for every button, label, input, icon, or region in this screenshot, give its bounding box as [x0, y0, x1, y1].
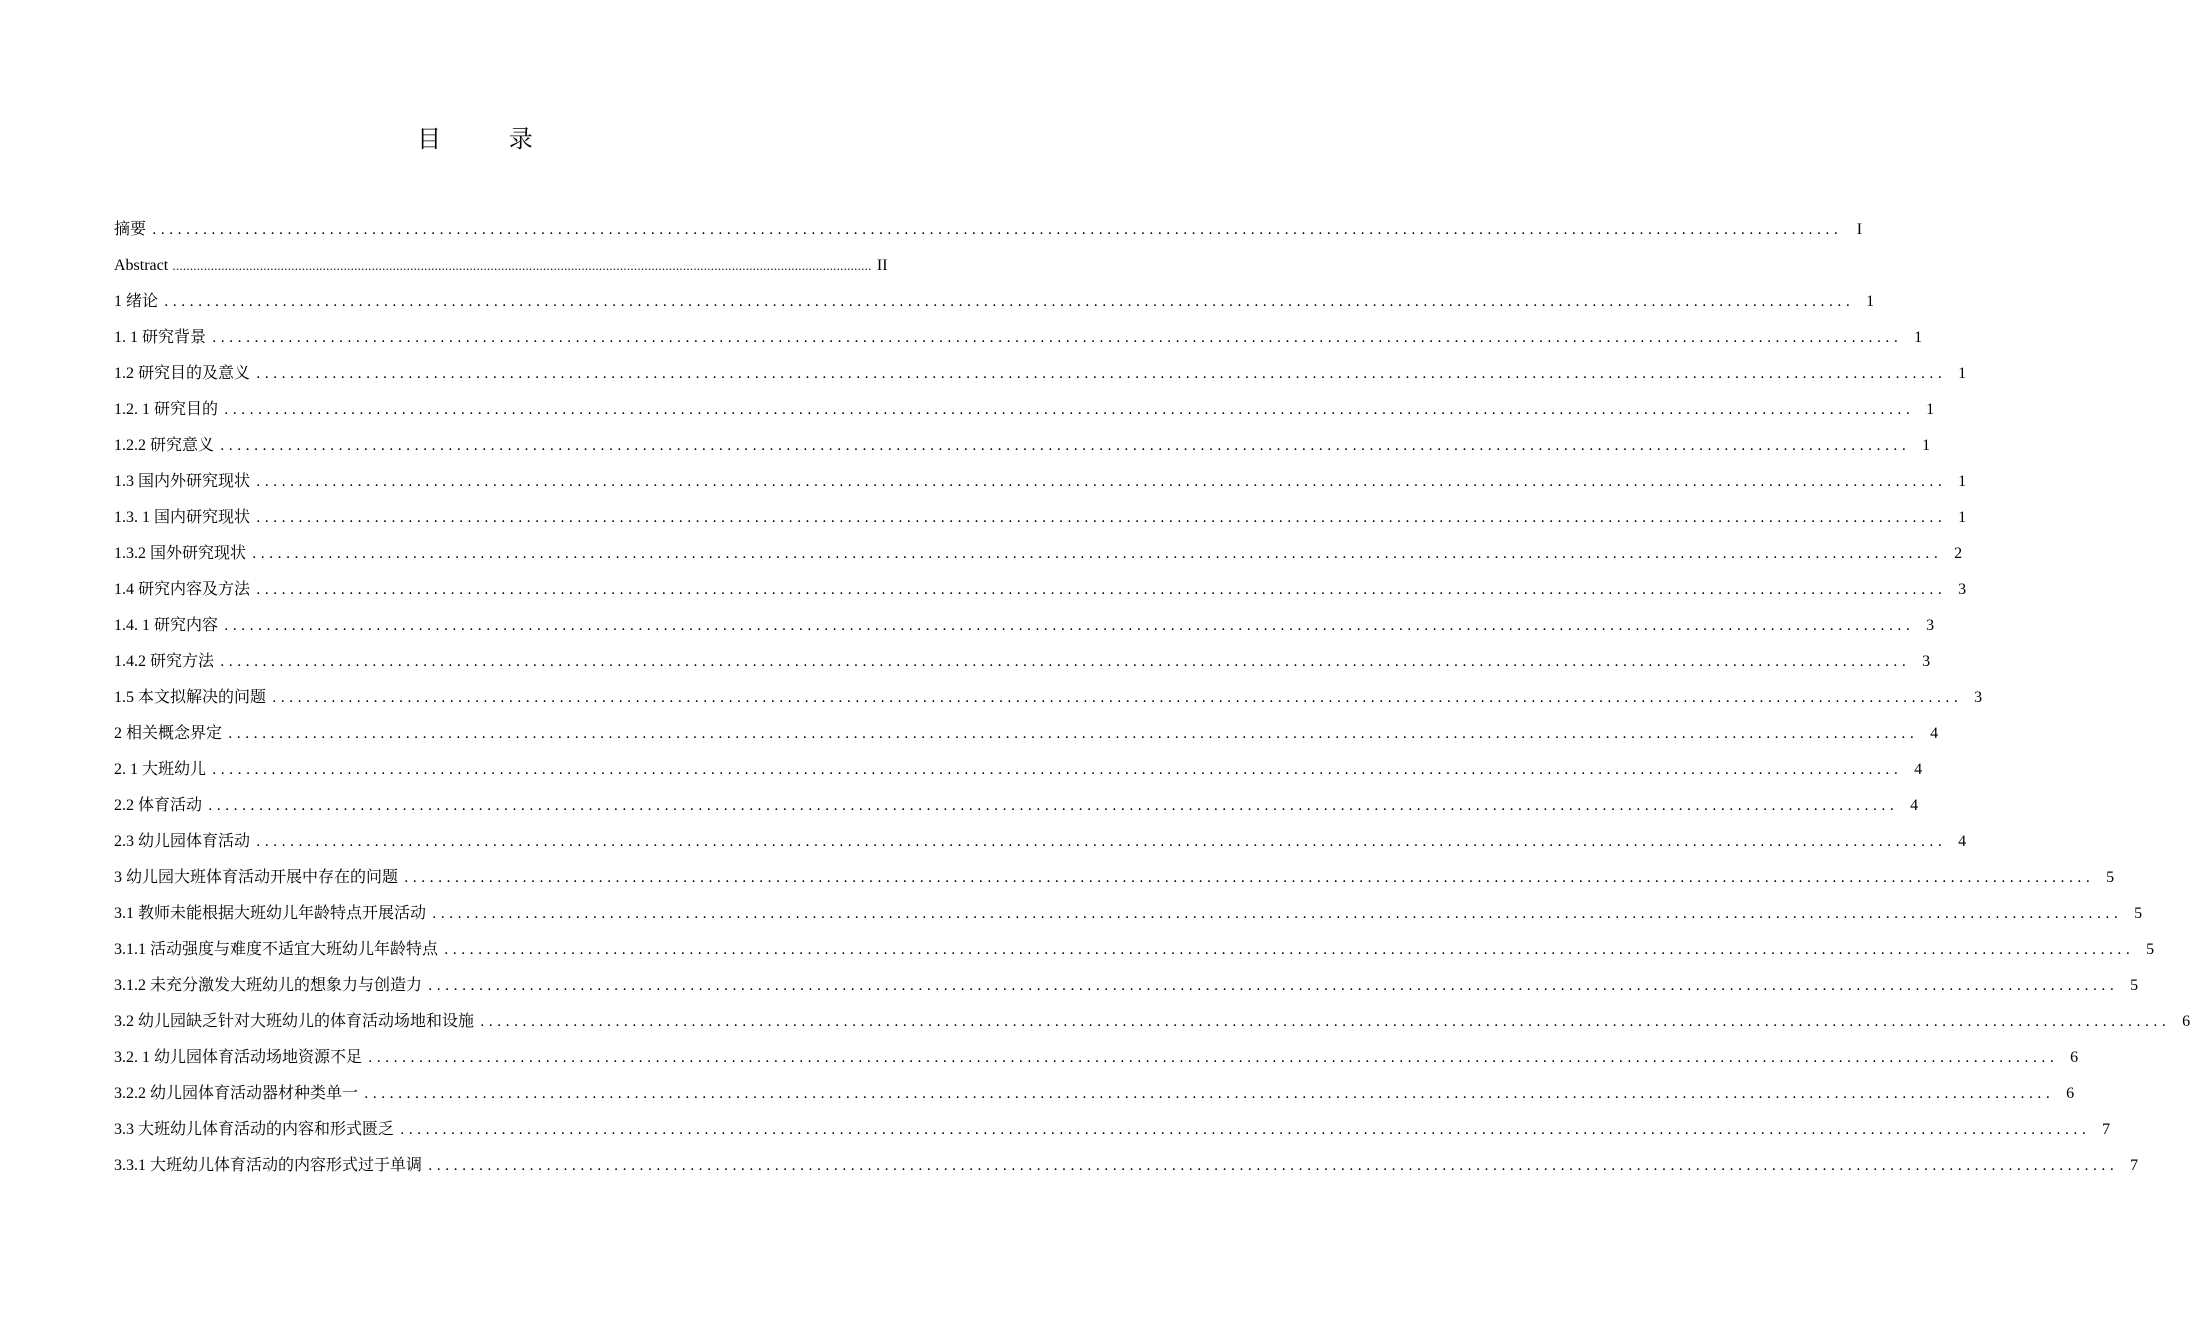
dot-leader: ........................................................................................................................................................................................................ — [208, 798, 1899, 814]
toc-entry[interactable] — [114, 464, 1967, 500]
toc-entry[interactable] — [114, 284, 1875, 320]
toc-entry-label: 2.2 体育活动 — [114, 797, 203, 814]
toc-entry-page-number: 1 — [1958, 365, 1967, 382]
toc-entry[interactable] — [114, 608, 1935, 644]
dot-leader: ........................................................................................................................................................................................................ — [428, 1158, 2119, 1174]
toc-entry[interactable] — [114, 320, 1923, 356]
dot-leader: ........................................................................................................................................................................................................ — [364, 1086, 2055, 1102]
toc-entry-page-number: 1 — [1922, 437, 1931, 454]
toc-entry-label: 1.5 本文拟解决的问题 — [114, 689, 267, 706]
toc-entry-page-number: 1 — [1866, 293, 1875, 310]
toc-entry-label: 2. 1 大班幼儿 — [114, 761, 207, 778]
toc-entry-label: 1.3 国内外研究现状 — [114, 473, 251, 490]
toc-entry[interactable] — [114, 752, 1923, 788]
toc-entry[interactable] — [114, 932, 2155, 968]
toc-entry-label: 1.2 研究目的及意义 — [114, 365, 251, 382]
toc-entry-label: 3 幼儿园大班体育活动开展中存在的问题 — [114, 869, 399, 886]
toc-entry[interactable] — [114, 680, 1983, 716]
dot-leader: ........................................................................................................................................................................................................ — [152, 222, 1843, 238]
toc-entry[interactable] — [114, 716, 1939, 752]
toc-entry-label: 1.4 研究内容及方法 — [114, 581, 251, 598]
dot-leader: ........................................................................................................................................................................................................ — [224, 402, 1915, 418]
toc-entry-page-number: 4 — [1958, 833, 1967, 850]
toc-entry-page-number: 7 — [2130, 1157, 2139, 1174]
dot-leader: ........................................................................................................................................................................................................ — [220, 438, 1911, 454]
dot-leader: ........................................................................................................................................................................................................ — [252, 546, 1943, 562]
dot-leader: ........................................................................................................................................................................................................ — [256, 582, 1947, 598]
toc-entry-page-number: 4 — [1930, 725, 1939, 742]
dot-leader: ........................................................................................................................................................................................................ — [256, 474, 1947, 490]
dot-leader: ........................................................................................................................................................................................................ — [256, 366, 1947, 382]
toc-entry-label: 3.1.1 活动强度与难度不适宜大班幼儿年龄特点 — [114, 941, 439, 958]
toc-entry-label: 1.2.2 研究意义 — [114, 437, 215, 454]
dot-leader: ........................................................................................................................................................................................................ — [228, 726, 1919, 742]
toc-entry[interactable] — [114, 896, 2143, 932]
toc-entry[interactable] — [114, 1112, 2111, 1148]
dot-leader: ........................................................................................................................................................................................................ — [428, 978, 2119, 994]
toc-entry-page-number: 2 — [1954, 545, 1963, 562]
toc-entry[interactable] — [114, 1004, 2190, 1040]
toc-entry-page-number: 1 — [1958, 509, 1967, 526]
toc-entry-label: 1.4.2 研究方法 — [114, 653, 215, 670]
toc-entry-page-number: II — [876, 257, 888, 274]
toc-entry[interactable] — [114, 428, 1931, 464]
toc-entry-label: 3.3 大班幼儿体育活动的内容和形式匮乏 — [114, 1121, 395, 1138]
dot-leader: ........................................................................................................................................................................................................ — [444, 942, 2135, 958]
dot-leader: ........................................................................................................................................................................................................ — [212, 330, 1903, 346]
dot-leader: ........................................................................................................................................................................................................ — [400, 1122, 2091, 1138]
toc-entry-page-number: 3 — [1974, 689, 1983, 706]
toc-entry-page-number: 3 — [1958, 581, 1967, 598]
toc-entry[interactable] — [114, 248, 888, 284]
dot-leader: ........................................................................................................................................................................................................ — [368, 1050, 2059, 1066]
page-title: 目 录 — [417, 125, 563, 153]
toc-entry[interactable] — [114, 500, 1967, 536]
toc-entry[interactable] — [114, 968, 2139, 1004]
toc-entry[interactable] — [114, 392, 1935, 428]
dot-leader: ........................................................................................................................................................................................................ — [272, 690, 1963, 706]
toc-entry-label: 3.2 幼儿园缺乏针对大班幼儿的体育活动场地和设施 — [114, 1013, 475, 1030]
toc-entry-label: Abstract — [114, 257, 169, 274]
toc-entry-page-number: 1 — [1914, 329, 1923, 346]
toc-entry-label: 1.3.2 国外研究现状 — [114, 545, 247, 562]
toc-entry-page-number: 4 — [1910, 797, 1919, 814]
toc-entry[interactable] — [114, 824, 1967, 860]
dot-leader: ........................................................................................................................................................................................................ — [220, 654, 1911, 670]
toc-entry[interactable] — [114, 788, 1919, 824]
toc-entry[interactable] — [114, 644, 1931, 680]
toc-entry-page-number: 1 — [1958, 473, 1967, 490]
toc-entry-label: 1.3. 1 国内研究现状 — [114, 509, 251, 526]
toc-entry-label: 3.2.2 幼儿园体育活动器材种类单一 — [114, 1085, 359, 1102]
toc-entry-page-number: 4 — [1914, 761, 1923, 778]
toc-entry[interactable] — [114, 1076, 2075, 1112]
toc-entry-label: 3.3.1 大班幼儿体育活动的内容形式过于单调 — [114, 1157, 423, 1174]
toc-entry[interactable] — [114, 860, 2115, 896]
dot-leader: ........................................................................................................................................................................................................ — [256, 834, 1947, 850]
toc-entry-label: 3.1.2 未充分激发大班幼儿的想象力与创造力 — [114, 977, 423, 994]
toc-entry-page-number: 1 — [1926, 401, 1935, 418]
dot-leader: ........................................................................................................................................................................................................ — [404, 870, 2095, 886]
toc-entry-label: 摘要 — [114, 221, 147, 238]
toc-entry-page-number: 5 — [2134, 905, 2143, 922]
toc-entry-page-number: 3 — [1922, 653, 1931, 670]
toc-entry[interactable] — [114, 1040, 2079, 1076]
toc-entry[interactable] — [114, 1148, 2139, 1184]
toc-entry-page-number: 6 — [2182, 1013, 2190, 1030]
toc-entry-page-number: 5 — [2130, 977, 2139, 994]
toc-entry-page-number: 5 — [2106, 869, 2115, 886]
toc-entry-label: 1.4. 1 研究内容 — [114, 617, 219, 634]
toc-entry-page-number: 6 — [2066, 1085, 2075, 1102]
toc-entry-page-number: 7 — [2102, 1121, 2111, 1138]
dot-leader: ........................................................................................................................................................................................................ — [212, 762, 1903, 778]
dot-leader: ........................................................................................................................................................................................................ — [480, 1014, 2171, 1030]
dot-leader: ........................................................................................................................................................................................................ — [224, 618, 1915, 634]
toc-entry-label: 1. 1 研究背景 — [114, 329, 207, 346]
dot-leader: ........................................................................................................................................................................................................ — [432, 906, 2123, 922]
toc-entry-label: 2.3 幼儿园体育活动 — [114, 833, 251, 850]
toc-entry-page-number: 3 — [1926, 617, 1935, 634]
toc-entry-label: 2 相关概念界定 — [114, 725, 223, 742]
dot-leader: ........................................................................................................................................................................................................ — [172, 260, 872, 273]
dot-leader: ........................................................................................................................................................................................................ — [164, 294, 1855, 310]
dot-leader: ........................................................................................................................................................................................................ — [256, 510, 1947, 526]
toc-entry-page-number: 5 — [2146, 941, 2155, 958]
toc-entry-label: 1 绪论 — [114, 293, 159, 310]
toc-entry[interactable] — [114, 572, 1967, 608]
table-of-contents — [114, 212, 2190, 1184]
toc-entry-page-number: 6 — [2070, 1049, 2079, 1066]
toc-entry[interactable] — [114, 212, 1863, 248]
toc-entry-label: 3.2. 1 幼儿园体育活动场地资源不足 — [114, 1049, 363, 1066]
toc-entry[interactable] — [114, 356, 1967, 392]
toc-entry-label: 1.2. 1 研究目的 — [114, 401, 219, 418]
toc-entry[interactable] — [114, 536, 1963, 572]
toc-entry-page-number: I — [1856, 221, 1863, 238]
toc-entry-label: 3.1 教师未能根据大班幼儿年龄特点开展活动 — [114, 905, 427, 922]
